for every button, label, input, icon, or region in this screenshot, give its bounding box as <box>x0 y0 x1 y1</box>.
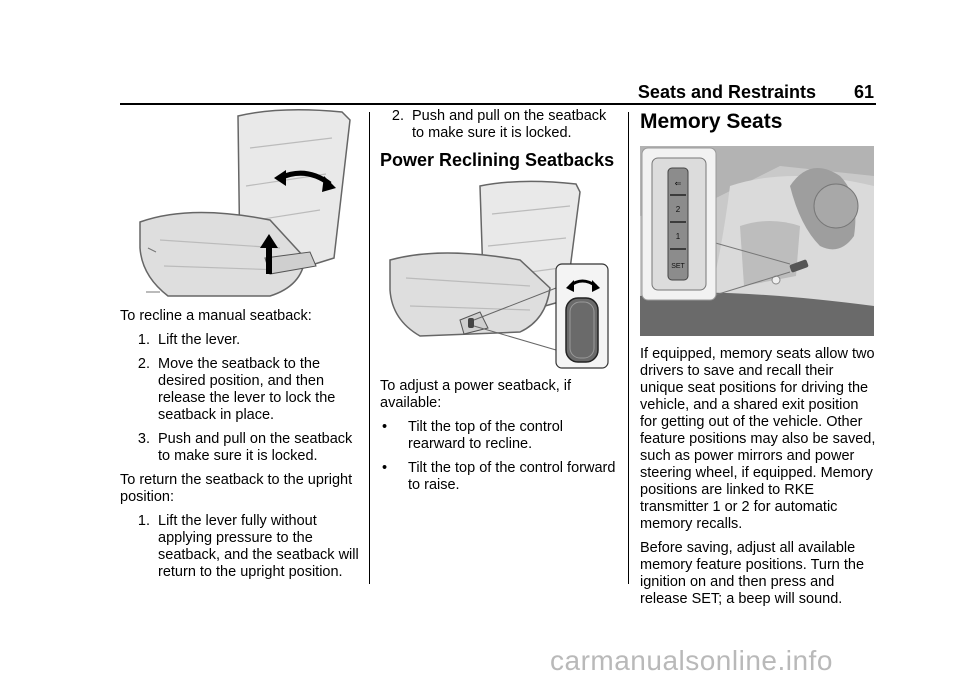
header-rule <box>120 103 876 105</box>
return-intro: To return the seatback to the upright position: <box>120 472 353 505</box>
section-title: Seats and Restraints <box>637 82 816 102</box>
memory-para-2: Before saving, adjust all available memory feature positions. Turn the ignition on and then press and release SET; a beep will sound. <box>640 540 865 607</box>
bullet-mark: • <box>382 460 388 476</box>
list-item <box>120 356 360 424</box>
memory-para-1: If equipped, memory seats allow two drivers to save and recall their unique seat positions for driving the vehicle, and a shared exit position for getting out of the vehicle. Other feature positions may also be saved, such as power mirrors and power steering wheel, if equipped. Memory positions are linked to RKE transmitter 1 or 2 for automatic memory recalls. <box>640 346 876 532</box>
manual-seat-illustration <box>120 108 360 300</box>
step-number: 1. <box>137 513 150 529</box>
bullet-text: Tilt the top of the control rearward to recline. <box>408 419 564 452</box>
step-number: 2. <box>391 108 404 124</box>
step-number: 3. <box>137 431 150 447</box>
step-text: Move the seatback to the desired position, and then release the lever to lock the seatback in place. <box>158 356 336 423</box>
memory-seats-heading: Memory Seats <box>640 110 783 133</box>
power-seat-illustration <box>380 180 610 372</box>
memory-seats-illustration <box>640 146 874 336</box>
page-header <box>120 80 876 104</box>
list-item <box>380 108 616 142</box>
column-divider-1 <box>369 112 370 584</box>
step-text: Push and pull on the seatback to make sure it is locked. <box>158 431 353 464</box>
watermark: carmanualsonline.info <box>550 645 833 676</box>
memory-button-set: SET <box>671 263 685 270</box>
memory-button-1: 1 <box>675 232 681 241</box>
step-text: Push and pull on the seatback to make sure it is locked. <box>412 108 607 141</box>
svg-text:⇐: ⇐ <box>674 179 682 188</box>
step-number: 1. <box>137 332 150 348</box>
list-item <box>120 431 360 465</box>
column-divider-2 <box>628 112 629 584</box>
column-3 <box>640 108 876 615</box>
list-item <box>380 460 616 494</box>
memory-button-2: 2 <box>675 205 681 214</box>
step-number: 2. <box>137 356 150 372</box>
list-item <box>120 332 360 349</box>
page-number: 61 <box>853 82 874 102</box>
power-recline-intro: To adjust a power seatback, if available: <box>380 378 572 411</box>
step-text: Lift the lever fully without applying pressure to the seatback, and the seatback will return to the upright position. <box>158 513 359 580</box>
column-2 <box>380 108 616 501</box>
list-item <box>380 419 616 453</box>
column-1 <box>120 108 360 588</box>
power-recline-heading: Power Reclining Seatbacks <box>380 150 615 170</box>
list-item <box>120 513 360 581</box>
bullet-text: Tilt the top of the control forward to raise. <box>408 460 616 493</box>
recline-intro: To recline a manual seatback: <box>120 308 312 324</box>
step-text: Lift the lever. <box>158 332 241 348</box>
bullet-mark: • <box>382 419 388 435</box>
